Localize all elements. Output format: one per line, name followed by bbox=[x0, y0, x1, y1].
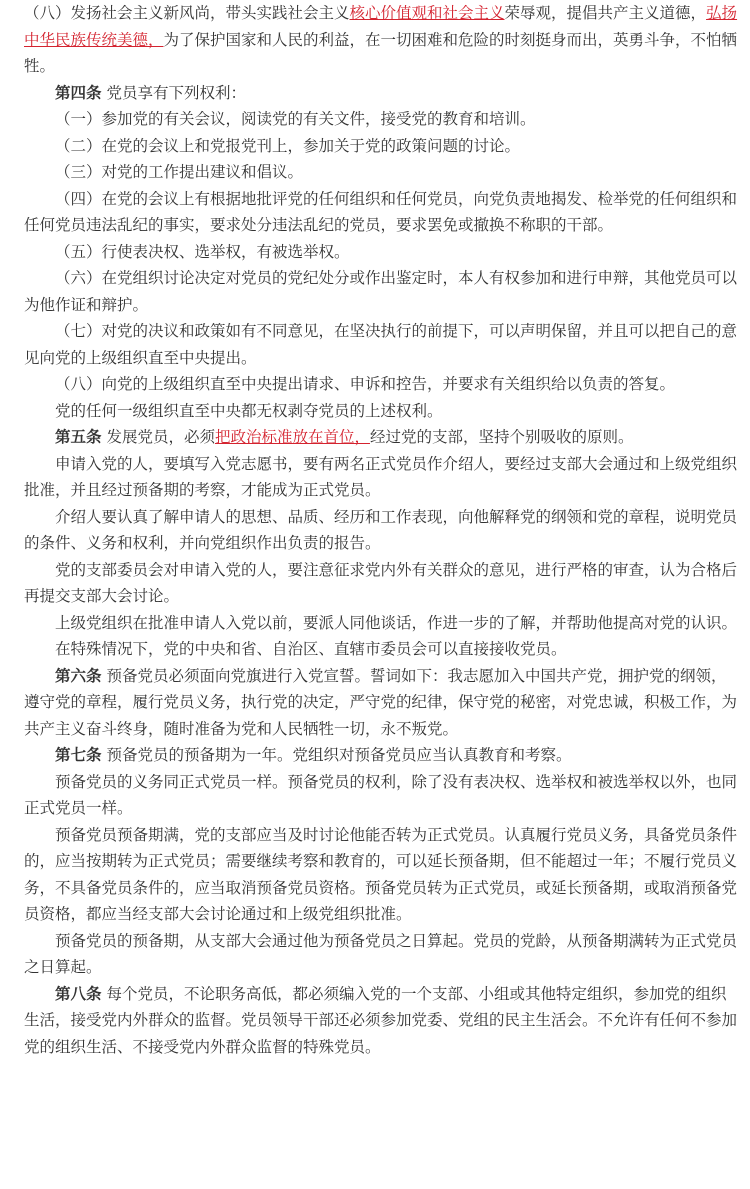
paragraph-text: （八）向党的上级组织直至中央提出请求、申诉和控告，并要求有关组织给以负责的答复。 bbox=[55, 375, 676, 393]
highlighted-phrase: 核心价值观和社会主义 bbox=[349, 4, 505, 22]
paragraph bbox=[24, 371, 740, 398]
paragraph-text: 预备党员的义务同正式党员一样。预备党员的权利，除了没有表决权、选举权和被选举权以外，也同正式党员一样。 bbox=[24, 772, 738, 817]
paragraph bbox=[24, 186, 740, 239]
paragraph-text: 预备党员的预备期，从支部大会通过他为预备党员之日算起。党员的党龄，从预备期满转为正式党员之日算起。 bbox=[24, 931, 738, 976]
paragraph bbox=[24, 557, 740, 610]
article-number: 第六条 bbox=[55, 666, 102, 685]
paragraph-text: 为了保护国家和人民的利益，在一切困难和危险的时刻挺身而出，英勇斗争，不怕牺牲。 bbox=[24, 30, 738, 75]
paragraph-text: 党员享有下列权利： bbox=[101, 83, 246, 102]
paragraph-text: 预备党员预备期满，党的支部应当及时讨论他能否转为正式党员。认真履行党员义务，具备党员条件的，应当按期转为正式党员；需要继续考察和教育的，可以延长预备期，但不能超过一年；不履行党员义务，不具备党员条件的，应当取消预备党员资格。预备党员转为正式党员，或延长预备期，或取消预备党员资格，都应当经支部大会讨论通过和上级党组织批准。 bbox=[24, 825, 738, 923]
paragraph-text: 在特殊情况下，党的中央和省、自治区、直辖市委员会可以直接接收党员。 bbox=[55, 640, 567, 658]
paragraph-text: 党的任何一级组织直至中央都无权剥夺党员的上述权利。 bbox=[55, 401, 443, 420]
paragraph bbox=[24, 663, 740, 743]
paragraph bbox=[24, 106, 740, 133]
paragraph-text: 荣辱观，提倡共产主义道德， bbox=[504, 4, 707, 22]
paragraph bbox=[24, 265, 740, 318]
paragraph bbox=[24, 0, 740, 80]
paragraph-text: 发展党员，必须 bbox=[101, 428, 215, 446]
paragraph-text: （八）发扬社会主义新风尚，带头实践社会主义 bbox=[24, 4, 350, 22]
paragraph-text: （七）对党的决议和政策如有不同意见，在坚决执行的前提下，可以声明保留，并且可以把自己的意见向党的上级组织直至中央提出。 bbox=[24, 322, 738, 367]
paragraph bbox=[24, 742, 740, 769]
paragraph bbox=[24, 159, 740, 186]
paragraph-text: （二）在党的会议上和党报党刊上，参加关于党的政策问题的讨论。 bbox=[55, 136, 521, 155]
article-number: 第八条 bbox=[55, 984, 102, 1003]
highlighted-phrase: 弘扬中华民族传统美德， bbox=[24, 4, 738, 49]
paragraph bbox=[24, 981, 740, 1061]
article-number: 第四条 bbox=[55, 83, 102, 102]
paragraph bbox=[24, 451, 740, 504]
paragraph-text: 党的支部委员会对申请入党的人，要注意征求党内外有关群众的意见，进行严格的审查，认为合格后再提交支部大会讨论。 bbox=[24, 560, 738, 605]
paragraph bbox=[24, 133, 740, 160]
paragraph bbox=[24, 504, 740, 557]
article-number: 第七条 bbox=[55, 746, 102, 764]
paragraph-text: 预备党员的预备期为一年。党组织对预备党员应当认真教育和考察。 bbox=[101, 746, 572, 764]
paragraph-text: 介绍人要认真了解申请人的思想、品质、经历和工作表现，向他解释党的纲领和党的章程，说明党员的条件、义务和权利，并向党组织作出负责的报告。 bbox=[24, 507, 738, 552]
paragraph bbox=[24, 769, 740, 822]
paragraph-text: （一）参加党的有关会议，阅读党的有关文件，接受党的教育和培训。 bbox=[55, 110, 536, 128]
paragraph-text: 上级党组织在批准申请人入党以前，要派人同他谈话，作进一步的了解，并帮助他提高对党的认识。 bbox=[55, 613, 738, 632]
paragraph-text: 申请入党的人，要填写入党志愿书，要有两名正式党员作介绍人，要经过支部大会通过和上级党组织批准，并且经过预备期的考察，才能成为正式党员。 bbox=[24, 454, 738, 499]
paragraph bbox=[24, 318, 740, 371]
paragraph bbox=[24, 80, 740, 107]
paragraph bbox=[24, 424, 740, 451]
paragraph bbox=[24, 928, 740, 981]
paragraph bbox=[24, 610, 740, 637]
paragraph-text: （四）在党的会议上有根据地批评党的任何组织和任何党员，向党负责地揭发、检举党的任何组织和任何党员违法乱纪的事实，要求处分违法乱纪的党员，要求罢免或撤换不称职的干部。 bbox=[24, 189, 738, 234]
highlighted-phrase: 把政治标准放在首位， bbox=[214, 428, 370, 446]
paragraph bbox=[24, 636, 740, 663]
paragraph-text: （六）在党组织讨论决定对党员的党纪处分或作出鉴定时，本人有权参加和进行申辩，其他党员可以为他作证和辩护。 bbox=[24, 269, 738, 314]
paragraph-text: 每个党员，不论职务高低，都必须编入党的一个支部、小组或其他特定组织，参加党的组织生活，接受党内外群众的监督。党员领导干部还必须参加党委、党组的民主生活会。不允许有任何不参加党的组织生活、不接受党内外群众监督的特殊党员。 bbox=[24, 984, 738, 1056]
paragraph bbox=[24, 822, 740, 928]
article-number: 第五条 bbox=[55, 428, 102, 446]
paragraph bbox=[24, 398, 740, 425]
paragraph-text: （五）行使表决权、选举权，有被选举权。 bbox=[55, 242, 350, 261]
paragraph-text: 经过党的支部，坚持个别吸收的原则。 bbox=[369, 428, 634, 446]
paragraph-text: 预备党员必须面向党旗进行入党宣誓。誓词如下：我志愿加入中国共产党，拥护党的纲领，遵守党的章程，履行党员义务，执行党的决定，严守党的纪律，保守党的秘密，对党忠诚，积极工作，为共产主义奋斗终身，随时准备为党和人民牺牲一切，永不叛党。 bbox=[24, 666, 738, 738]
paragraph-text: （三）对党的工作提出建议和倡议。 bbox=[55, 163, 304, 181]
paragraph bbox=[24, 239, 740, 266]
